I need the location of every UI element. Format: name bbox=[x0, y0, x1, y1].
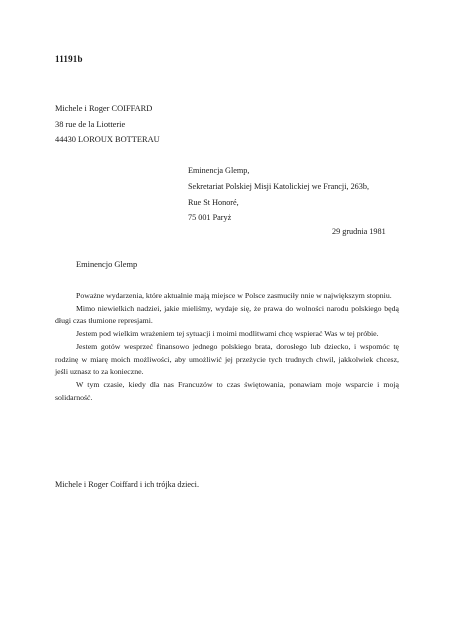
document-reference: 11191b bbox=[55, 54, 83, 64]
recipient-line-2: Sekretariat Polskiej Misji Katolickiej we Francji, 263b, bbox=[188, 181, 370, 191]
sender-street: 38 rue de la Liotterie bbox=[55, 119, 126, 129]
sender-city: 44430 LOROUX BOTTERAU bbox=[55, 135, 160, 144]
letter-body bbox=[55, 290, 399, 405]
salutation: Eminencjo Glemp bbox=[76, 260, 138, 269]
signature: Michele i Roger Coiffard i ich trójka dzieci. bbox=[55, 480, 199, 489]
recipient-line-1: Eminencja Glemp, bbox=[188, 166, 250, 175]
recipient-line-3: Rue St Honoré, bbox=[188, 197, 239, 207]
sender-address bbox=[55, 101, 160, 148]
paragraph-2: Mimo niewielkich nadziei, jakie mieliśmy, wydaje się, że prawa do wolności narodu polskiego będą długi czas tłumione represjami. bbox=[55, 304, 399, 326]
sender-name: Michele i Roger COIFFARD bbox=[55, 104, 153, 113]
paragraph-4: Jestem gotów wesprzeć finansowo jednego polskiego brata, dorosłego lub dziecko, i wspomóc tę rodzinę w miarę moich możliwości, aby umożliwić jej przeżycie tych trudnych chwil, jakkolwiek chcesz, jeśli uznasz to za konieczne. bbox=[55, 342, 399, 377]
paragraph-3: Jestem pod wielkim wrażeniem tej sytuacji i moimi modlitwami chcę wspierać Was w tej próbie. bbox=[76, 329, 379, 339]
letter-date: 29 grudnia 1981 bbox=[332, 227, 386, 236]
paragraph-1: Poważne wydarzenia, które aktualnie mają miejsce w Polsce zasmuciły nnie w największym stopniu. bbox=[76, 291, 392, 300]
paragraph-5: W tym czasie, kiedy dla nas Francuzów to czas świętowania, ponawiam moje wsparcie i moją solidarność. bbox=[55, 380, 399, 402]
recipient-address bbox=[188, 163, 369, 226]
recipient-line-4: 75 001 Paryż bbox=[188, 213, 232, 223]
